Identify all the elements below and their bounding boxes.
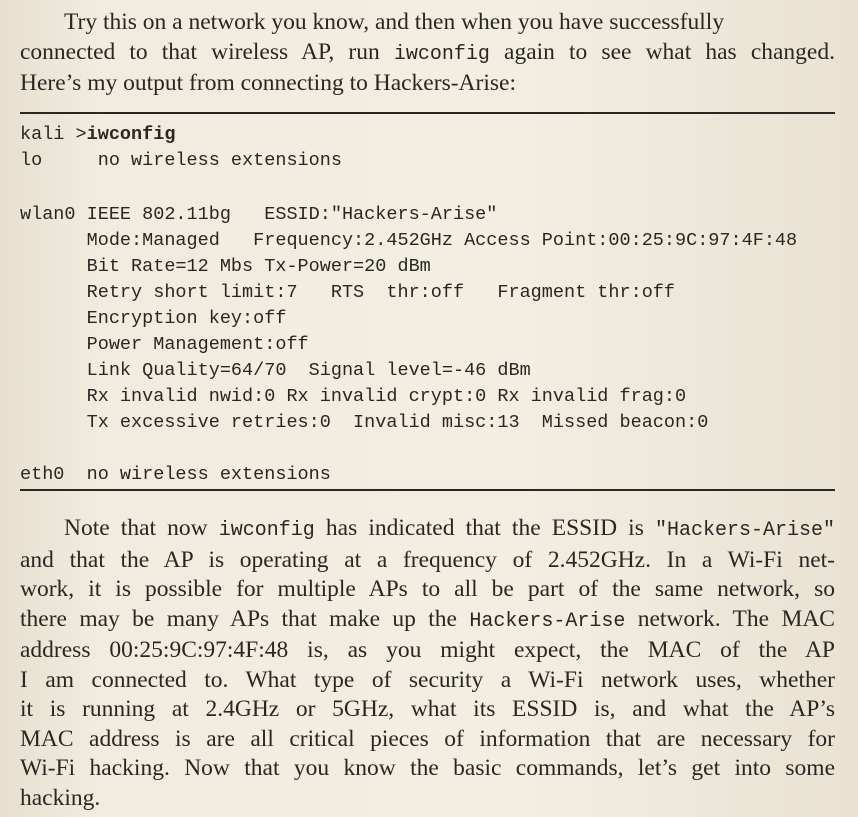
intro-line-3: Here’s my output from connecting to Hackers-Arise: [20, 70, 516, 96]
intro-line-2-text-b: again to see what has changed. [489, 38, 835, 65]
code-line-rx-invalid: Rx invalid nwid:0 Rx invalid crypt:0 Rx invalid frag:0 [20, 386, 687, 407]
code-prompt-line [20, 124, 175, 146]
outro-line-4-text-b: network. The MAC [625, 605, 835, 632]
outro-paragraph [20, 514, 835, 813]
outro-line-1 [20, 514, 835, 546]
inline-code-hackers-arise: Hackers-Arise [469, 609, 626, 633]
outro-line-2: and that the AP is operating at a frequency of 2.452GHz. In a Wi-Fi net- [20, 546, 835, 573]
outro-line-1-text-a: Note that now [64, 515, 219, 541]
intro-line-1: Try this on a network you know, and then when you have successfully [64, 9, 725, 35]
code-line-link-quality: Link Quality=64/70 Signal level=-46 dBm [20, 360, 531, 381]
code-line-bitrate: Bit Rate=12 Mbs Tx-Power=20 dBm [20, 256, 431, 277]
code-block-bottom-rule [20, 489, 835, 491]
intro-paragraph [20, 8, 835, 99]
inline-code-iwconfig: iwconfig [393, 42, 490, 66]
code-line-retry: Retry short limit:7 RTS thr:off Fragment thr:off [20, 282, 676, 303]
code-line-mode: Mode:Managed Frequency:2.452GHz Access Point:00:25:9C:97:4F:48 [20, 230, 798, 251]
code-block-top-rule [20, 112, 835, 114]
code-line-encryption: Encryption key:off [20, 308, 287, 329]
outro-line-4 [20, 605, 835, 637]
code-line-wlan0: wlan0 IEEE 802.11bg ESSID:"Hackers-Arise" [20, 204, 498, 225]
outro-line-4-text-a: there may be many APs that make up the [20, 605, 470, 632]
outro-line-9: Wi-Fi hacking. Now that you know the basic commands, let’s get into some [20, 755, 835, 781]
outro-line-6: I am connected to. What type of security a Wi-Fi network uses, whether [20, 666, 835, 693]
outro-line-5: address 00:25:9C:97:4F:48 is, as you might expect, the MAC of the AP [20, 637, 835, 663]
code-command: iwconfig [86, 124, 176, 145]
code-line-tx-retries: Tx excessive retries:0 Invalid misc:13 Missed beacon:0 [20, 412, 709, 433]
inline-code-iwconfig-2: iwconfig [218, 519, 315, 542]
inline-code-essid: "Hackers-Arise" [654, 519, 835, 542]
code-prompt: kali > [20, 124, 87, 145]
code-line-lo: lo no wireless extensions [20, 150, 342, 171]
outro-line-8: MAC address is are all critical pieces of information that are necessary for [20, 725, 835, 752]
intro-line-2 [20, 38, 835, 70]
outro-line-3: work, it is possible for multiple APs to all be part of the same network, so [20, 576, 835, 602]
outro-line-1-text-b: has indicated that the ESSID is [314, 515, 655, 541]
intro-line-2-text-a: connected to that wireless AP, run [20, 38, 394, 65]
outro-line-10: hacking. [20, 784, 101, 811]
outro-line-7: it is running at 2.4GHz or 5GHz, what its ESSID is, and what the AP’s [20, 696, 835, 722]
code-line-eth0: eth0 no wireless extensions [20, 464, 331, 485]
code-line-power: Power Management:off [20, 334, 309, 355]
